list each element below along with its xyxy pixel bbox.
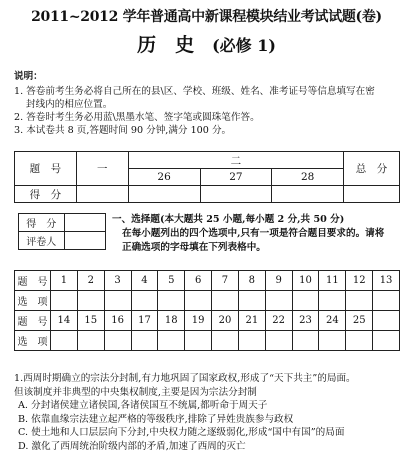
answer-qnum: 21 — [238, 311, 265, 331]
score-cell[interactable] — [272, 186, 344, 203]
question-1-stem: 1.西周时期确立的宗法分封制,有力地巩固了国家政权,形成了“天下共主”的局面。 — [14, 373, 356, 384]
answer-cell[interactable] — [292, 331, 319, 351]
scorer-score-label: 得 分 — [19, 214, 65, 232]
answer-qnum: 12 — [346, 271, 373, 291]
answer-qnum-label: 题 号 — [15, 271, 51, 291]
instructions-heading: 说明： — [14, 71, 43, 82]
scorer-reviewer-label: 评卷人 — [19, 232, 65, 250]
answer-cell[interactable] — [265, 331, 292, 351]
answer-cell[interactable] — [319, 291, 346, 311]
instruction-item: 2. 答卷时考生务必用蓝\黑墨水笔、签字笔或圆珠笔作答。 — [14, 112, 260, 123]
scorer-score-cell[interactable] — [64, 214, 105, 232]
answer-qnum: 1 — [51, 271, 78, 291]
answer-cell[interactable] — [373, 291, 400, 311]
answer-cell[interactable] — [77, 331, 104, 351]
answer-cell[interactable] — [104, 291, 131, 311]
section-two-label: 二 — [128, 152, 343, 169]
answer-qnum: 19 — [185, 311, 212, 331]
total-score-label: 总 分 — [344, 152, 400, 186]
answer-qnum: 5 — [158, 271, 185, 291]
answer-cell[interactable] — [292, 291, 319, 311]
answer-qnum: 24 — [319, 311, 346, 331]
answer-cell[interactable] — [185, 331, 212, 351]
answer-qnum: 22 — [265, 311, 292, 331]
answer-blank — [373, 331, 400, 351]
question-1 — [14, 372, 409, 453]
section-one-label: 一 — [76, 152, 128, 186]
question-28-label: 28 — [272, 169, 344, 186]
answer-qnum: 16 — [104, 311, 131, 331]
question-1-stem: 但该制度并非典型的中央集权制度,主要是因为宗法分封制 — [14, 386, 257, 398]
answer-cell[interactable] — [212, 291, 239, 311]
module-name: (必修 1) — [212, 36, 276, 55]
answer-cell[interactable] — [319, 331, 346, 351]
answer-qnum: 15 — [77, 311, 104, 331]
answer-qnum: 6 — [185, 271, 212, 291]
answer-qnum: 25 — [346, 311, 373, 331]
answer-cell[interactable] — [238, 331, 265, 351]
question-1-option-a: A. 分封诸侯建立诸侯国,各诸侯国互不统属,都听命于周天子 — [18, 400, 268, 411]
answer-cell[interactable] — [265, 291, 292, 311]
answer-option-label: 选 项 — [15, 331, 51, 351]
answer-cell[interactable] — [238, 291, 265, 311]
answer-qnum: 7 — [212, 271, 239, 291]
answer-qnum: 4 — [131, 271, 158, 291]
score-table — [14, 151, 400, 203]
instructions — [14, 70, 406, 137]
score-row-label: 得 分 — [15, 186, 77, 203]
answer-qnum: 3 — [104, 271, 131, 291]
instruction-item: 3. 本试卷共 8 页,答题时间 90 分钟,满分 100 分。 — [14, 125, 232, 136]
section-one-instruction: 在每小题列出的四个选项中,只有一项是符合题目要求的。请将 — [122, 228, 385, 239]
question-1-option-d: D. 激化了西周统治阶级内部的矛盾,加速了西周的灭亡 — [18, 440, 246, 452]
answer-qnum: 10 — [292, 271, 319, 291]
answer-option-label: 选 项 — [15, 291, 51, 311]
score-cell[interactable] — [76, 186, 128, 203]
answer-cell[interactable] — [185, 291, 212, 311]
answer-qnum: 9 — [265, 271, 292, 291]
instruction-item: 1. 答卷前考生务必将自己所在的县\区、学校、班级、姓名、准考证号等信息填写在密 — [14, 86, 375, 97]
answer-qnum: 14 — [51, 311, 78, 331]
instruction-item: 封线内的相应位置。 — [26, 99, 113, 110]
answer-cell[interactable] — [51, 291, 78, 311]
answer-cell[interactable] — [158, 331, 185, 351]
answer-qnum: 13 — [373, 271, 400, 291]
subject-name: 历 史 — [137, 34, 195, 56]
answer-qnum: 20 — [212, 311, 239, 331]
answer-blank — [373, 311, 400, 331]
section-one-header — [112, 213, 406, 255]
scorer-box — [18, 213, 106, 250]
section-one-instruction: 正确选项的字母填在下列表格中。 — [122, 242, 266, 253]
score-cell[interactable] — [344, 186, 400, 203]
answer-qnum: 11 — [319, 271, 346, 291]
score-table-header-label: 题 号 — [15, 152, 77, 186]
answer-cell[interactable] — [158, 291, 185, 311]
answer-table — [14, 270, 400, 351]
answer-qnum: 2 — [77, 271, 104, 291]
section-one-heading: 一、选择题(本大题共 25 小题,每小题 2 分,共 50 分) — [112, 214, 345, 225]
question-27-label: 27 — [200, 169, 272, 186]
exam-title: 2011~2012 学年普通高中新课程模块结业考试试题(卷) — [31, 9, 382, 25]
answer-qnum: 18 — [158, 311, 185, 331]
answer-cell[interactable] — [131, 331, 158, 351]
answer-cell[interactable] — [131, 291, 158, 311]
answer-qnum: 8 — [238, 271, 265, 291]
answer-qnum-label: 题 号 — [15, 311, 51, 331]
score-cell[interactable] — [128, 186, 200, 203]
subject-title — [0, 30, 413, 57]
answer-cell[interactable] — [346, 291, 373, 311]
answer-cell[interactable] — [77, 291, 104, 311]
score-cell[interactable] — [200, 186, 272, 203]
answer-qnum: 23 — [292, 311, 319, 331]
question-1-option-c: C. 使土地和人口层层向下分封,中央权力随之逐级弱化,形成“国中有国”的局面 — [18, 427, 345, 438]
question-1-option-b: B. 依靠血缘宗法建立起严格的等级秩序,排除了异姓贵族参与政权 — [18, 413, 294, 425]
answer-cell[interactable] — [51, 331, 78, 351]
answer-qnum: 17 — [131, 311, 158, 331]
answer-cell[interactable] — [346, 331, 373, 351]
answer-cell[interactable] — [212, 331, 239, 351]
scorer-reviewer-cell[interactable] — [64, 232, 105, 250]
answer-cell[interactable] — [104, 331, 131, 351]
question-26-label: 26 — [128, 169, 200, 186]
